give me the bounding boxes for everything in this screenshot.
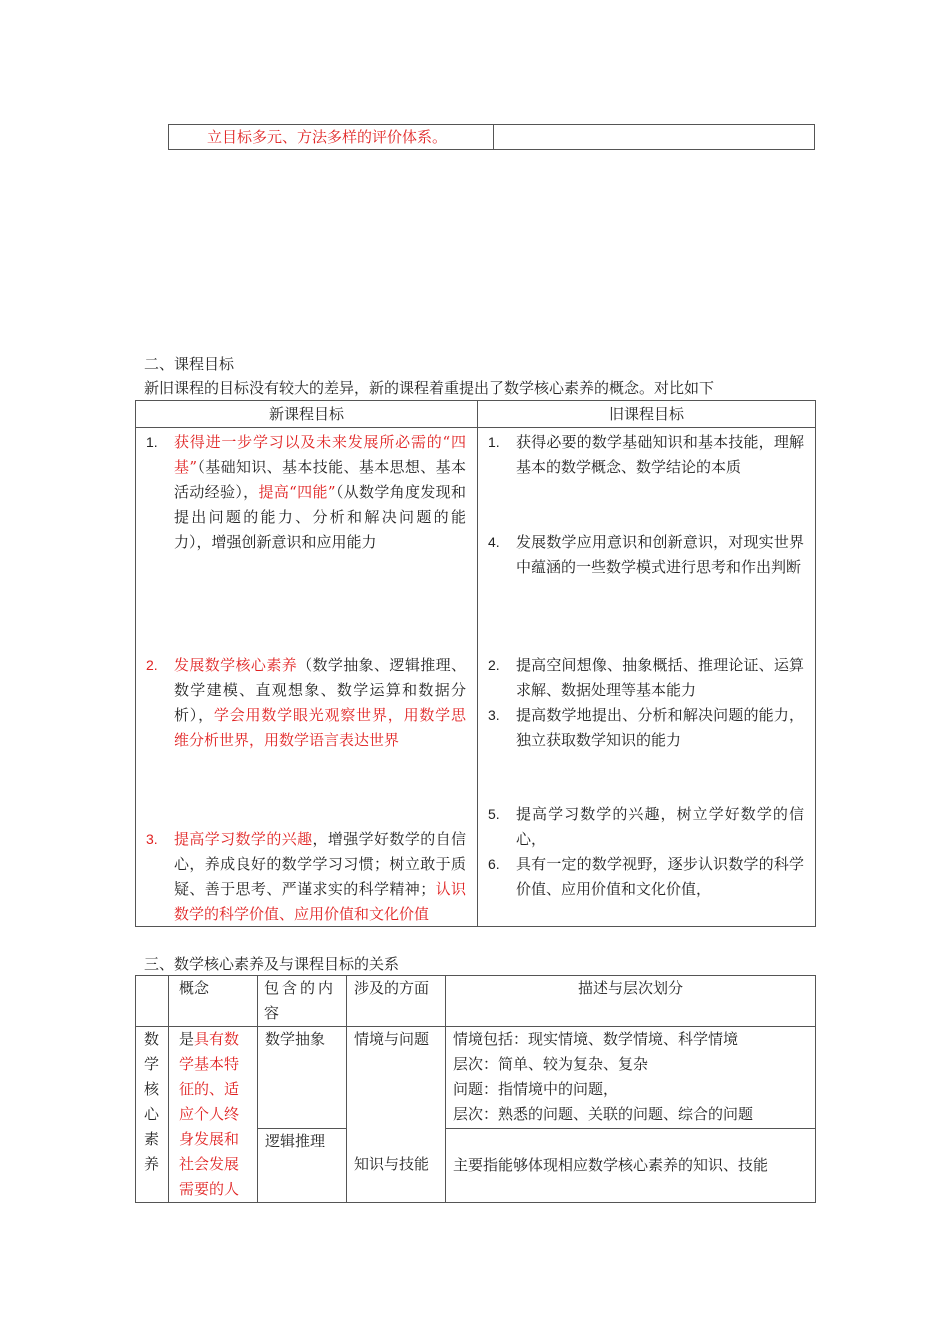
section2-intro: 新旧课程的目标没有较大的差异，新的课程着重提出了数学核心素养的概念。对比如下 — [144, 379, 715, 397]
list-number: 1. — [488, 434, 500, 450]
concept-text: 是 — [179, 1030, 195, 1048]
core-content-reasoning: 逻辑推理 — [258, 1128, 347, 1202]
goal-text: （数学抽象、逻辑推理、数学建模、直观想象、数学运算和数据分析）， — [174, 656, 466, 724]
core-content-abstract: 数学抽象 — [258, 1027, 347, 1129]
goal-text: 具有一定的数学视野，逐步认识数学的科学价值、应用价值和文化价值， — [516, 855, 804, 898]
list-number: 3. — [488, 707, 500, 723]
list-number: 2. — [146, 657, 158, 673]
core-concept-cell — [169, 1027, 258, 1203]
goal-text: 提高数学地提出、分析和解决问题的能力，独立获取数学知识的能力 — [516, 706, 804, 749]
old-goal-item — [478, 430, 804, 480]
list-number: 5. — [488, 806, 500, 822]
list-number: 1. — [146, 434, 158, 450]
desc-line: 情境包括：现实情境、数学情境、科学情境 — [453, 1030, 739, 1048]
top-table — [168, 124, 815, 150]
core-desc-cell-2: 主要指能够体现相应数学核心素养的知识、技能 — [446, 1128, 816, 1202]
new-goal-item — [136, 430, 466, 555]
core-aspects-cell — [347, 1027, 446, 1203]
top-table-cell-2 — [494, 125, 815, 150]
goal-text: 提高学习数学的兴趣，树立学好数学的信心， — [516, 805, 804, 848]
top-table-cell-1: 立目标多元、方法多样的评价体系。 — [169, 125, 494, 150]
old-goal-item — [478, 530, 804, 580]
core-header-description: 描述与层次划分 — [446, 976, 816, 1027]
list-number: 2. — [488, 657, 500, 673]
desc-line: 层次：熟悉的问题、关联的问题、综合的问题 — [453, 1105, 754, 1123]
desc-line: 问题：指情境中的问题， — [453, 1080, 619, 1098]
aspect-item: 情境与问题 — [354, 1030, 430, 1048]
list-number: 6. — [488, 856, 500, 872]
goal-highlight: 提高“四能” — [258, 483, 336, 501]
goals-table — [135, 400, 816, 927]
core-header-blank — [136, 976, 169, 1027]
goal-highlight: 提高学习数学的兴趣 — [174, 830, 313, 848]
goal-text: 获得必要的数学基础知识和基本技能，理解基本的数学概念、数学结论的本质 — [516, 433, 804, 476]
core-header-contents: 包含的内容 — [258, 976, 347, 1027]
old-goal-item — [478, 653, 804, 703]
new-goal-item — [136, 827, 466, 927]
goal-highlight: 认识数学的科学价值、应用价值和文化价值 — [174, 880, 466, 923]
core-row-label: 数学核心素养 — [136, 1027, 169, 1203]
old-goal-item — [478, 802, 804, 852]
section2-heading: 二、课程目标 — [144, 355, 235, 373]
core-header-concept: 概念 — [169, 976, 258, 1027]
goal-text: 提高空间想像、抽象概括、推理论证、运算求解、数据处理等基本能力 — [516, 656, 804, 699]
list-number: 4. — [488, 534, 500, 550]
core-literacy-table — [135, 975, 816, 1203]
concept-highlight: 具有数学基本特征的、适应个人终身发展和社会发展需要的人 — [179, 1030, 240, 1198]
aspect-item: 知识与技能 — [354, 1155, 430, 1173]
goal-highlight: 学会用数学眼光观察世界，用数学思维分析世界，用数学语言表达世界 — [174, 706, 466, 749]
goals-header-old: 旧课程目标 — [478, 401, 816, 428]
new-goal-item — [136, 653, 466, 753]
new-goals-cell — [136, 428, 478, 927]
goals-header-new: 新课程目标 — [136, 401, 478, 428]
desc-line: 层次：简单、较为复杂、复杂 — [453, 1055, 649, 1073]
core-desc-cell-1 — [446, 1027, 816, 1129]
goal-highlight: 获得进一步学习以及未来发展所必需的“四基” — [174, 433, 466, 476]
goal-highlight: 发展数学核心素养 — [174, 656, 298, 674]
old-goal-item — [478, 852, 804, 902]
list-number: 3. — [146, 831, 158, 847]
goal-text: （基础知识、基本技能、基本思想、基本活动经验）， — [174, 458, 466, 501]
goal-text: 发展数学应用意识和创新意识，对现实世界中蕴涵的一些数学模式进行思考和作出判断 — [516, 533, 804, 576]
section3-heading: 三、数学核心素养及与课程目标的关系 — [144, 955, 400, 973]
old-goal-item — [478, 703, 804, 753]
core-header-aspects: 涉及的方面 — [347, 976, 446, 1027]
goal-text: （从数学角度发现和提出问题的能力、分析和解决问题的能力），增强创新意识和应用能力 — [174, 483, 466, 551]
goal-text: ，增强学好数学的自信心，养成良好的数学学习习惯；树立敢于质疑、善于思考、严谨求实的科学精神； — [174, 830, 466, 898]
old-goals-cell — [478, 428, 816, 927]
